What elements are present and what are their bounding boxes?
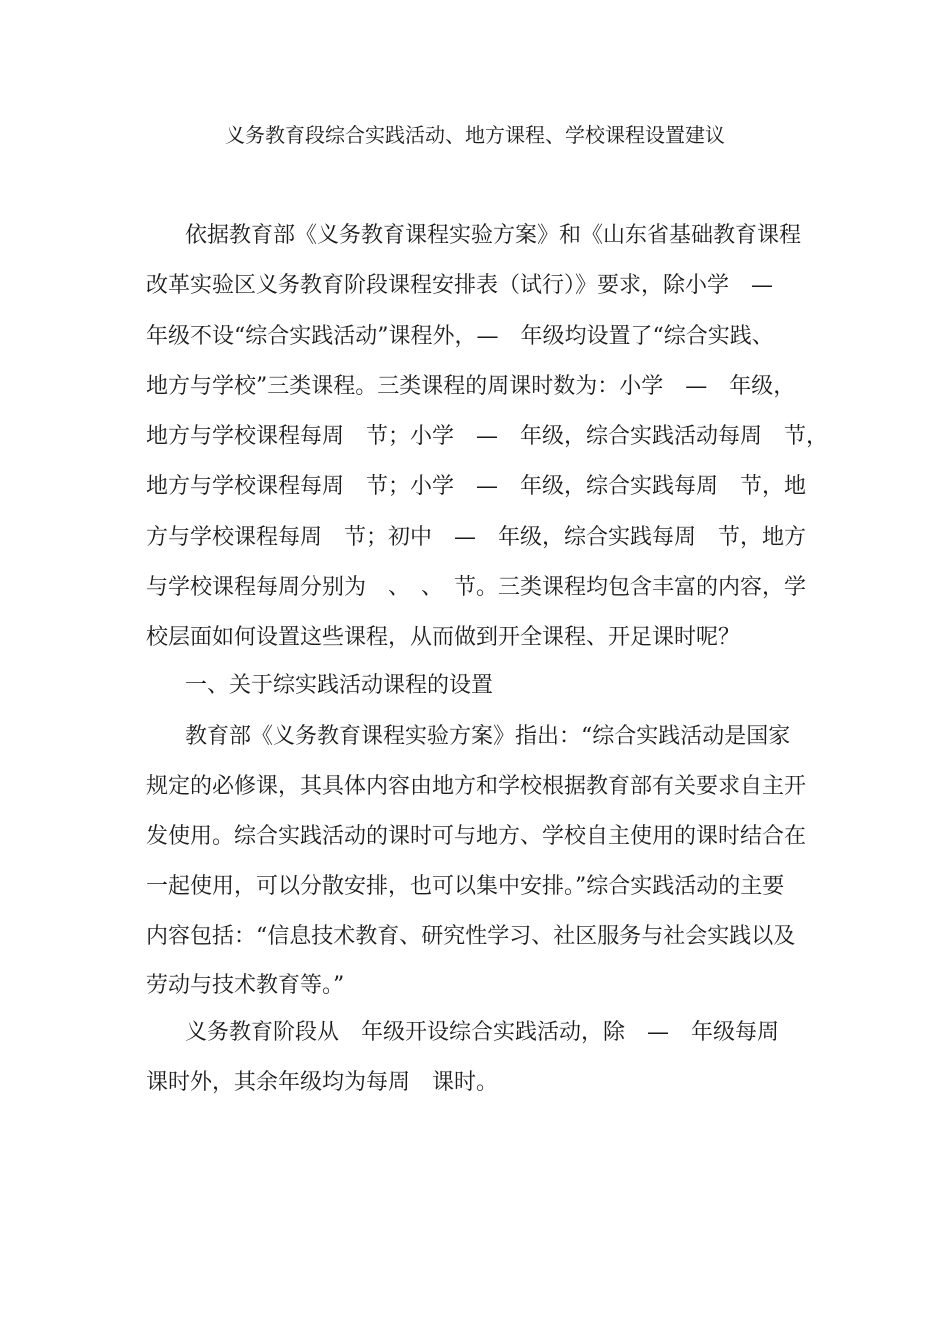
paragraph-3-line-1: 义务教育阶段从 年级开设综合实践活动，除 — 年级每周	[185, 1020, 780, 1045]
paragraph-2-line-2: 规定的必修课，其具体内容由地方和学校根据教育部有关要求自主开	[146, 774, 807, 799]
paragraph-1-line-8: 与学校课程每周分别为 、 、 节。三类课程均包含丰富的内容，学	[146, 575, 807, 600]
document-title: 义务教育段综合实践活动、地方课程、学校课程设置建议	[225, 123, 725, 147]
paragraph-2-line-3: 发使用。综合实践活动的课时可与地方、学校自主使用的课时结合在	[146, 824, 807, 849]
paragraph-1-line-9: 校层面如何设置这些课程，从而做到开全课程、开足课时呢？	[146, 625, 741, 650]
paragraph-1-line-5: 地方与学校课程每周 节；小学 — 年级，综合实践活动每周 节，	[146, 424, 829, 449]
paragraph-1-line-3: 年级不设“综合实践活动”课程外，— 年级均设置了“综合实践、	[146, 324, 774, 349]
section-heading-1: 一、关于综实践活动课程的设置	[185, 673, 494, 698]
paragraph-3-line-2: 课时外，其余年级均为每周 课时。	[146, 1070, 499, 1095]
paragraph-1-line-4: 地方与学校”三类课程。三类课程的周课时数为：小学 — 年级，	[146, 374, 796, 399]
paragraph-2-line-6: 劳动与技术教育等。”	[146, 973, 345, 998]
paragraph-1-line-2: 改革实验区义务教育阶段课程安排表（试行）》要求，除小学 —	[146, 273, 774, 298]
paragraph-1-line-7: 方与学校课程每周 节；初中 — 年级，综合实践每周 节，地方	[146, 525, 807, 550]
paragraph-1-line-1: 依据教育部《义务教育课程实验方案》和《山东省基础教育课程	[185, 223, 802, 248]
paragraph-2-line-5: 内容包括：“信息技术教育、研究性学习、社区服务与社会实践以及	[146, 924, 796, 949]
paragraph-2-line-4: 一起使用，可以分散安排，也可以集中安排。”综合实践活动的主要	[146, 874, 785, 899]
paragraph-1-line-6: 地方与学校课程每周 节；小学 — 年级，综合实践每周 节，地	[146, 474, 807, 499]
paragraph-2-line-1: 教育部《义务教育课程实验方案》指出：“综合实践活动是国家	[185, 724, 791, 749]
